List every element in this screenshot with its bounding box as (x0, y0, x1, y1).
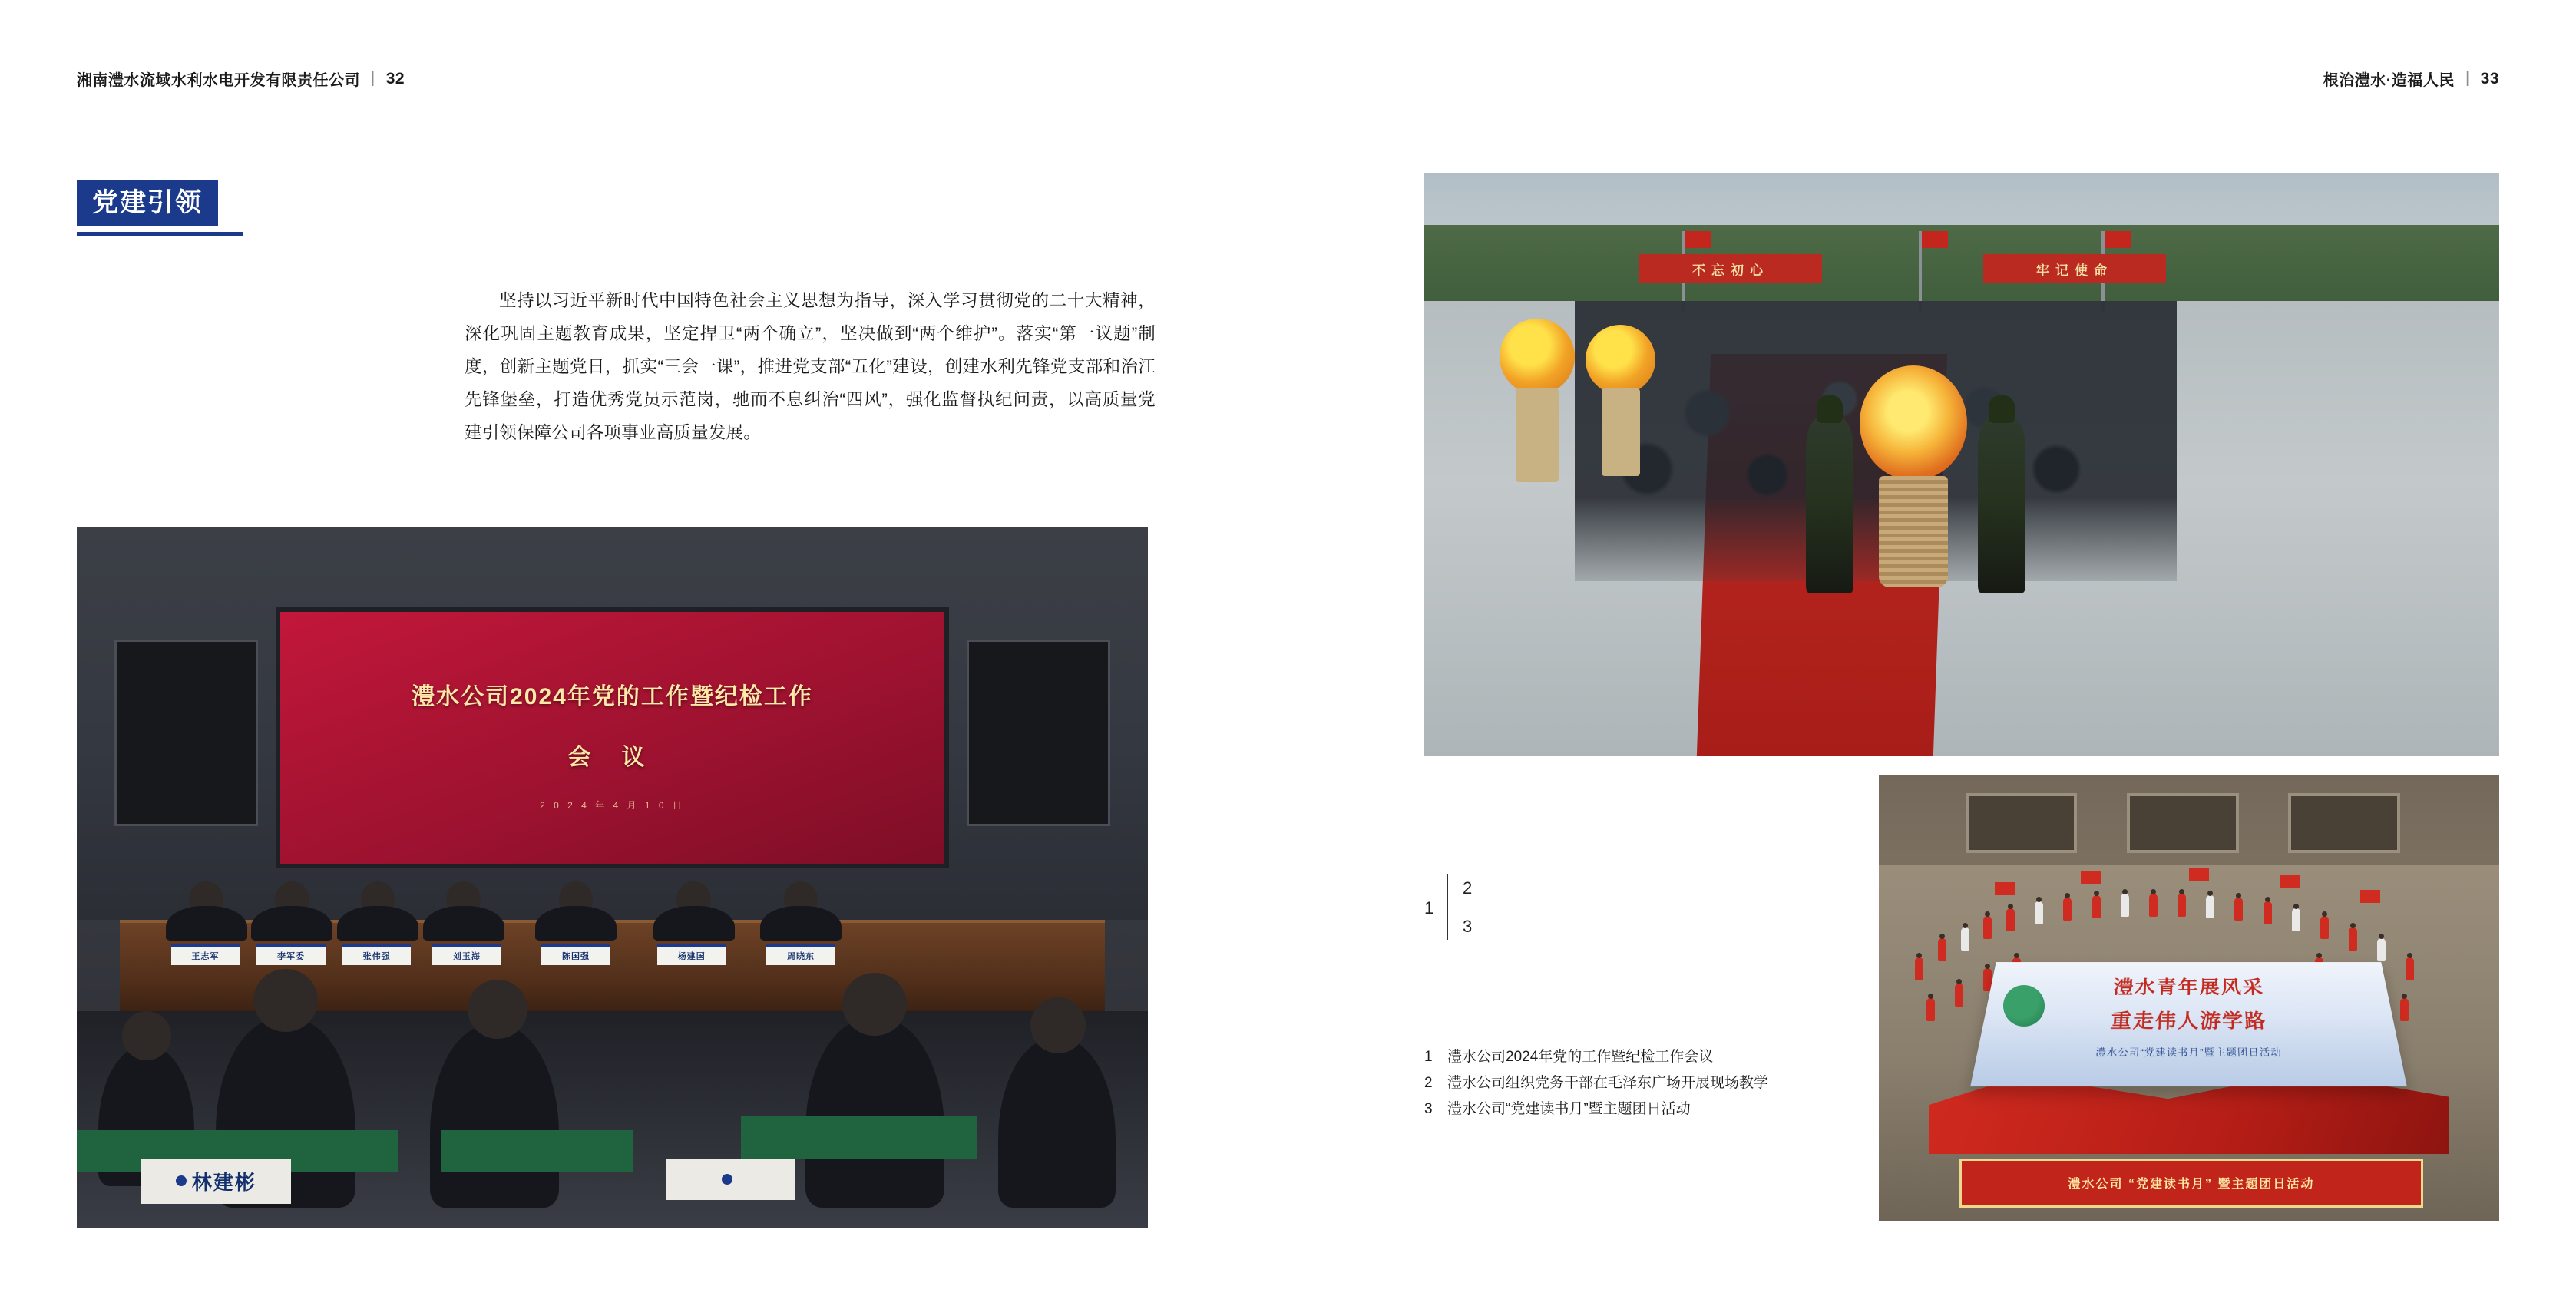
square-honor-guard (1978, 418, 2025, 593)
page-number-left: 32 (385, 69, 405, 88)
youth-participant (2234, 898, 2243, 921)
caption-item (1424, 1044, 2008, 1070)
caption-item (1424, 1070, 2008, 1096)
youth-participant (1915, 957, 1923, 980)
caption-number: 2 (1424, 1075, 1433, 1091)
square-flag (1922, 231, 1948, 248)
conference-led-screen (280, 612, 944, 865)
conference-nameplate: 王志军 (171, 944, 240, 965)
youth-participant (1983, 916, 1992, 939)
youth-participant (2264, 901, 2272, 924)
conference-nameplate: 杨建国 (657, 944, 726, 965)
running-head-separator-right: | (2465, 70, 2470, 87)
youth-main-banner (1971, 962, 2408, 1086)
figure-key-rule (1447, 874, 1448, 940)
youth-wall-panel (2127, 793, 2238, 853)
youth-participant (2178, 894, 2186, 917)
youth-participant (2349, 927, 2357, 951)
conference-nameplate: 张伟强 (342, 944, 411, 965)
conference-seated-person (166, 906, 247, 941)
conference-screen-line3: 2 0 2 4 年 4 月 1 0 日 (540, 799, 685, 811)
conference-nameplate: 李军委 (256, 944, 325, 965)
photo-youth-activity (1879, 775, 2499, 1221)
caption-list (1424, 1044, 2008, 1122)
square-flower-stand (1516, 388, 1559, 482)
conference-seated-person (653, 906, 735, 941)
conference-foreground-nameplate (141, 1159, 291, 1204)
square-flag (2105, 231, 2131, 248)
figure-key-diagram (1424, 874, 1516, 940)
running-head-right (2323, 68, 2499, 90)
section-title: 党建引领 (77, 180, 218, 226)
conference-side-panel-right (967, 640, 1110, 826)
conference-screen-line1: 澧水公司2024年党的工作暨纪检工作 (412, 684, 813, 709)
running-head-company: 湘南澧水流域水利水电开发有限责任公司 (77, 72, 360, 89)
youth-participant (2149, 894, 2158, 917)
running-head-slogan: 根治澧水·造福人民 (2323, 72, 2455, 89)
youth-participant (1955, 984, 1963, 1007)
conference-nameplate: 周晓东 (766, 944, 835, 965)
youth-red-flag (2081, 871, 2101, 884)
conference-audience-head (842, 973, 907, 1036)
youth-participant (2092, 895, 2101, 918)
youth-participant (2006, 908, 2015, 931)
youth-participant (1926, 998, 1935, 1021)
caption-number: 1 (1424, 1049, 1433, 1065)
figure-key-1: 1 (1424, 898, 1434, 918)
conference-foreground-nameplate-secondary (666, 1159, 794, 1201)
body-paragraph: 坚持以习近平新时代中国特色社会主义思想为指导，深入学习贯彻党的二十大精神，深化巩固主题教育成果，坚定捍卫“两个确立”，坚决做到“两个维护”。落实“第一议题”制度，创新主题党日，抓实“三会一课”，推进党支部“五化”建设，创建水利先锋党支部和治江先锋堡垒，打造优秀党员示范岗，驰而不息纠治“四风”，强化监督执纪问责，以高质量党建引领保障公司各项事业高质量发展。 (465, 291, 1156, 442)
conference-seated-person (423, 906, 504, 941)
youth-banner-line3: 澧水公司“党建读书月”暨主题团日活动 (2095, 1046, 2283, 1059)
square-banner-right: 牢记使命 (1983, 254, 2166, 283)
square-flower-wreath (1586, 325, 1655, 395)
conference-foreground-nameplate-text: 林建彬 (191, 1170, 256, 1194)
youth-participant (2320, 916, 2329, 939)
photo-conference-meeting (77, 527, 1148, 1228)
youth-participant (2406, 957, 2414, 980)
square-basket-base (1879, 476, 1948, 587)
conference-audience-head (253, 969, 318, 1032)
square-flower-basket (1860, 365, 1967, 587)
caption-text: 澧水公司组织党务干部在毛泽东广场开展现场教学 (1447, 1075, 1769, 1091)
youth-red-flag (2280, 875, 2300, 888)
square-flower-wreath (1500, 319, 1575, 395)
youth-participant (2206, 895, 2214, 918)
conference-seated-person (760, 906, 842, 941)
conference-seated-person (535, 906, 617, 941)
figure-key-3: 3 (1463, 917, 1473, 936)
conference-audience-head (1030, 997, 1086, 1053)
youth-participant (2400, 998, 2409, 1021)
conference-side-panel-left (114, 640, 258, 826)
youth-company-logo (2003, 985, 2045, 1027)
youth-red-flag (1995, 882, 2015, 895)
conference-desk (441, 1130, 633, 1172)
youth-participant (1938, 938, 1946, 961)
youth-wall-panel (2288, 793, 2399, 853)
square-flower-stand (1602, 388, 1640, 476)
youth-participant (2121, 894, 2129, 917)
caption-number: 3 (1424, 1101, 1433, 1117)
running-head-separator-left: | (371, 70, 375, 87)
youth-participant (2063, 898, 2072, 921)
caption-text: 澧水公司“党建读书月”暨主题团日活动 (1447, 1101, 1691, 1117)
nameplate-logo-dot-secondary (722, 1174, 732, 1185)
conference-nameplate: 刘玉海 (432, 944, 501, 965)
conference-seated-person (337, 906, 418, 941)
photo-memorial-square (1424, 173, 2499, 756)
square-flag (1685, 231, 1711, 248)
youth-bottom-banner: 澧水公司 “党建读书月” 暨主题团日活动 (1959, 1159, 2423, 1208)
youth-participant (2292, 908, 2300, 931)
conference-audience-head (122, 1011, 171, 1060)
conference-screen-line2: 会 议 (567, 744, 657, 770)
caption-item (1424, 1096, 2008, 1122)
running-head-left (77, 68, 405, 90)
square-banner-left: 不忘初心 (1639, 254, 1822, 283)
square-basket-blooms (1860, 365, 1967, 481)
caption-text: 澧水公司2024年党的工作暨纪检工作会议 (1447, 1049, 1714, 1065)
square-honor-guard (1806, 418, 1853, 593)
page-number-right: 33 (2480, 69, 2499, 88)
youth-participant (1961, 927, 1969, 951)
section-title-underline (77, 232, 243, 236)
youth-red-flag (2360, 890, 2380, 903)
conference-desk (741, 1116, 977, 1159)
conference-audience-person (430, 1025, 558, 1207)
youth-wall-panel (1966, 793, 2077, 853)
youth-banner-line1: 澧水青年展风采 (2112, 977, 2266, 998)
nameplate-logo-dot (176, 1175, 187, 1186)
figure-key-2: 2 (1463, 878, 1473, 898)
youth-banner-line2: 重走伟人游学路 (2110, 1010, 2268, 1033)
youth-participant (2035, 901, 2043, 924)
conference-seated-person (251, 906, 332, 941)
youth-participant (2377, 938, 2386, 961)
youth-red-flag (2189, 868, 2209, 881)
conference-nameplate: 陈国强 (541, 944, 610, 965)
